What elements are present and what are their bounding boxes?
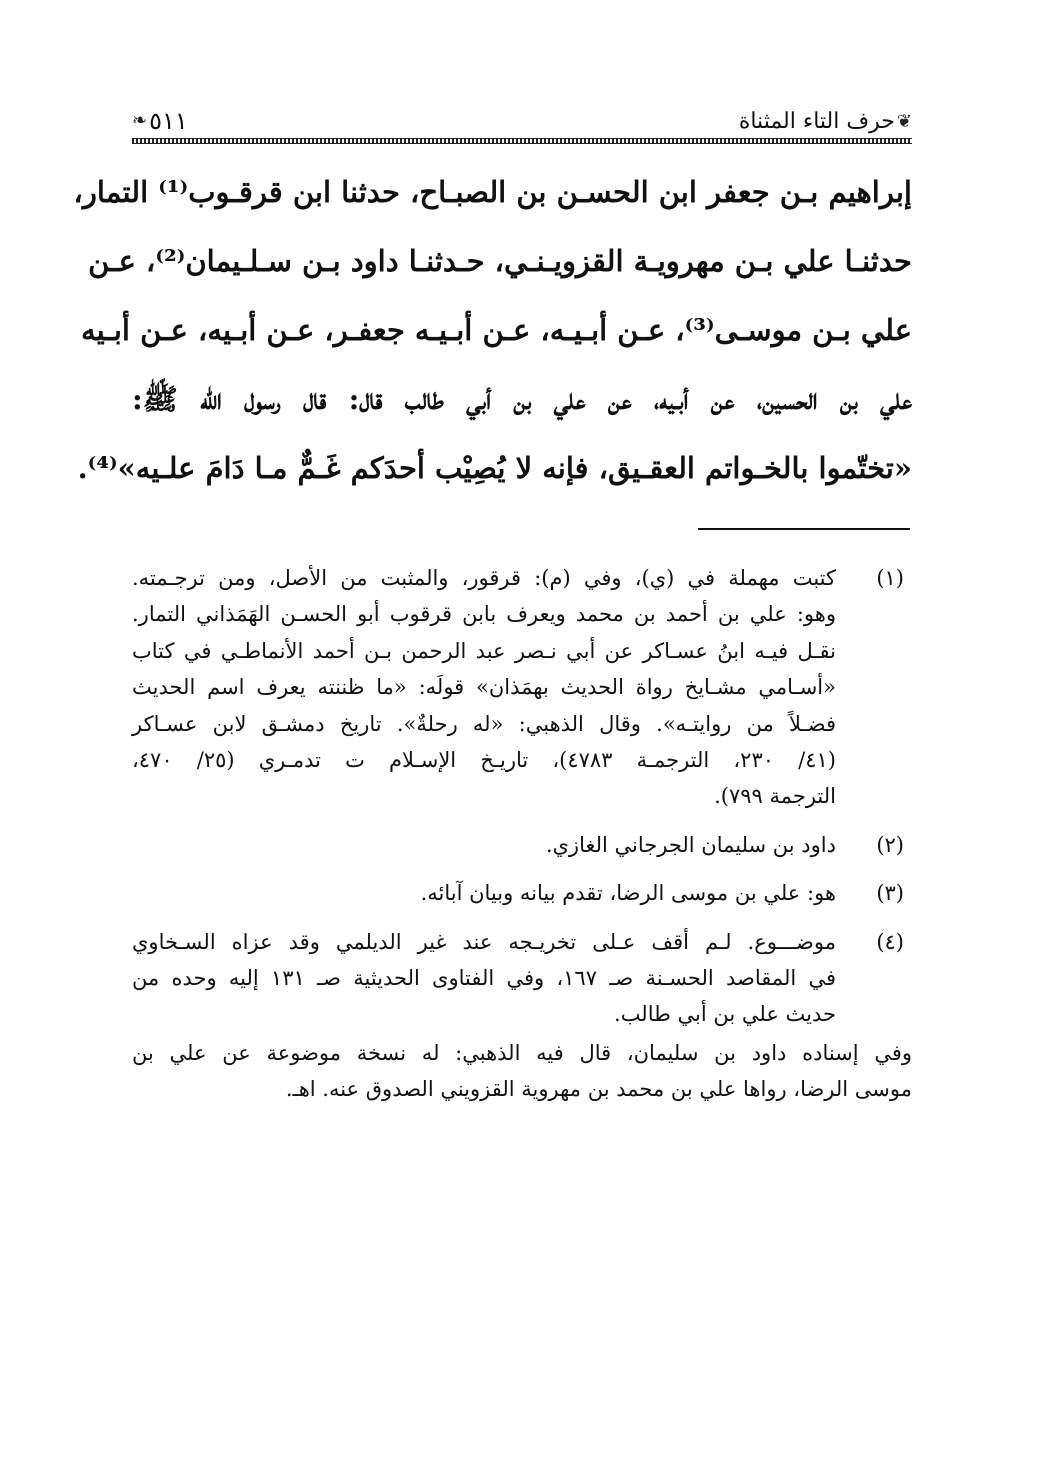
footnote-number: (١) [876,566,904,590]
header-rule [132,138,912,144]
footnote-line: هو: علي بن موسى الرضا، تقدم بيانه وبيان آبائه. [420,881,836,906]
footnote-line: موسى الرضا، رواها علي بن محمد بن مهروية القزويني الصدوق عنه. اهـ. [285,1077,912,1102]
running-header [132,100,912,148]
main-text-line: علي بـن موسـى⁽³⁾، عـن أبـيـه، عـن أبـيـه جعفـر، عـن أبـيه، عـن أبـيه [81,313,912,347]
main-text [73,158,912,503]
footnote-line: «أسـامي مشـايخ رواة الحديث بهمَذان» قولَه: «ما ظننته يعرف اسم الحديث [132,675,836,700]
footnote-line: نقـل فيـه ابنُ عسـاكر عن أبي نـصر عبد الرحمن بـن أحمد الأنماطـي في كتاب [132,638,836,663]
footnote-number: (٤) [876,929,904,954]
footnote-separator [698,528,910,530]
footnote-number: (٣) [876,881,904,906]
footnote-line: في المقاصد الحسـنة صـ ١٦٧، وفي الفتاوى الحديثية صـ ١٣١ إليه وحده من [132,966,836,991]
footnote-line: (٤١/ ٢٣٠، الترجمـة ٤٧٨٣)، تاريـخ الإسـلام ت تدمـري (٢٥/ ٤٧٠، [132,748,836,773]
footnote-line: كتبت مهملة في (ي)، وفي (م): قرقور، والمثبت من الأصل، ومن ترجـمته. [132,566,836,590]
footnote-line: الترجمة ٧٩٩). [714,784,836,809]
footnote-line: وفي إسناده داود بن سليمان، قال فيه الذهبي: له نسخة موضوعة عن علي بن [132,1040,912,1065]
footnote-number: (٢) [876,832,904,857]
footnotes [132,560,912,1108]
ornament-icon: ❦ [896,111,912,132]
main-text-line: علي بن الحسين، عن أبـيه، عن علي بن أبي طالب قال: قال رسول الله ﷺ: [132,382,912,416]
ornament-icon: ❧ [132,110,148,131]
footnote-3 [132,875,912,911]
main-text-line: حدثنـا علي بـن مهرويـة القزويـنـي، حـدثنـا داود بـن سـلـيمان⁽²⁾، عـن [88,244,912,278]
footnote-line: حديث علي بن أبي طالب. [614,1002,836,1027]
footnote-4-continuation [132,1035,912,1108]
footnote-2 [132,827,912,863]
running-title-text: حرف التاء المثناة [738,109,895,134]
page-number [132,106,188,136]
main-text-line: إبراهيم بـن جعفر ابن الحسـن بن الصبـاح، حدثنا ابن قرقـوب⁽¹⁾ التمار، [73,175,912,209]
footnote-1 [132,560,912,815]
footnote-line: داود بن سليمان الجرجاني الغازي. [545,832,836,857]
footnote-4 [132,924,912,1033]
page-number-text: ٥١١ [149,107,188,135]
footnote-line: فضـلاً من روايتـه». وقال الذهبي: «له رحلةٌ». تاريخ دمشـق لابن عسـاكر [132,711,836,736]
running-title [739,108,912,136]
hadith-text-line: «تختّموا بالخـواتم العقـيق، فإنه لا يُصِيْب أحدَكم غَـمٌّ مـا دَامَ علـيه»⁽⁴⁾. [77,451,912,485]
footnote-line: موضـــوع. لـم أقف عـلى تخريـجه عند غير الديلمي وقد عزاه السـخاوي [132,929,836,954]
footnote-line: وهو: علي بن أحمد بن محمد ويعرف بابن قرقوب أبو الحسـن الهَمَذاني التمار. [132,602,836,627]
